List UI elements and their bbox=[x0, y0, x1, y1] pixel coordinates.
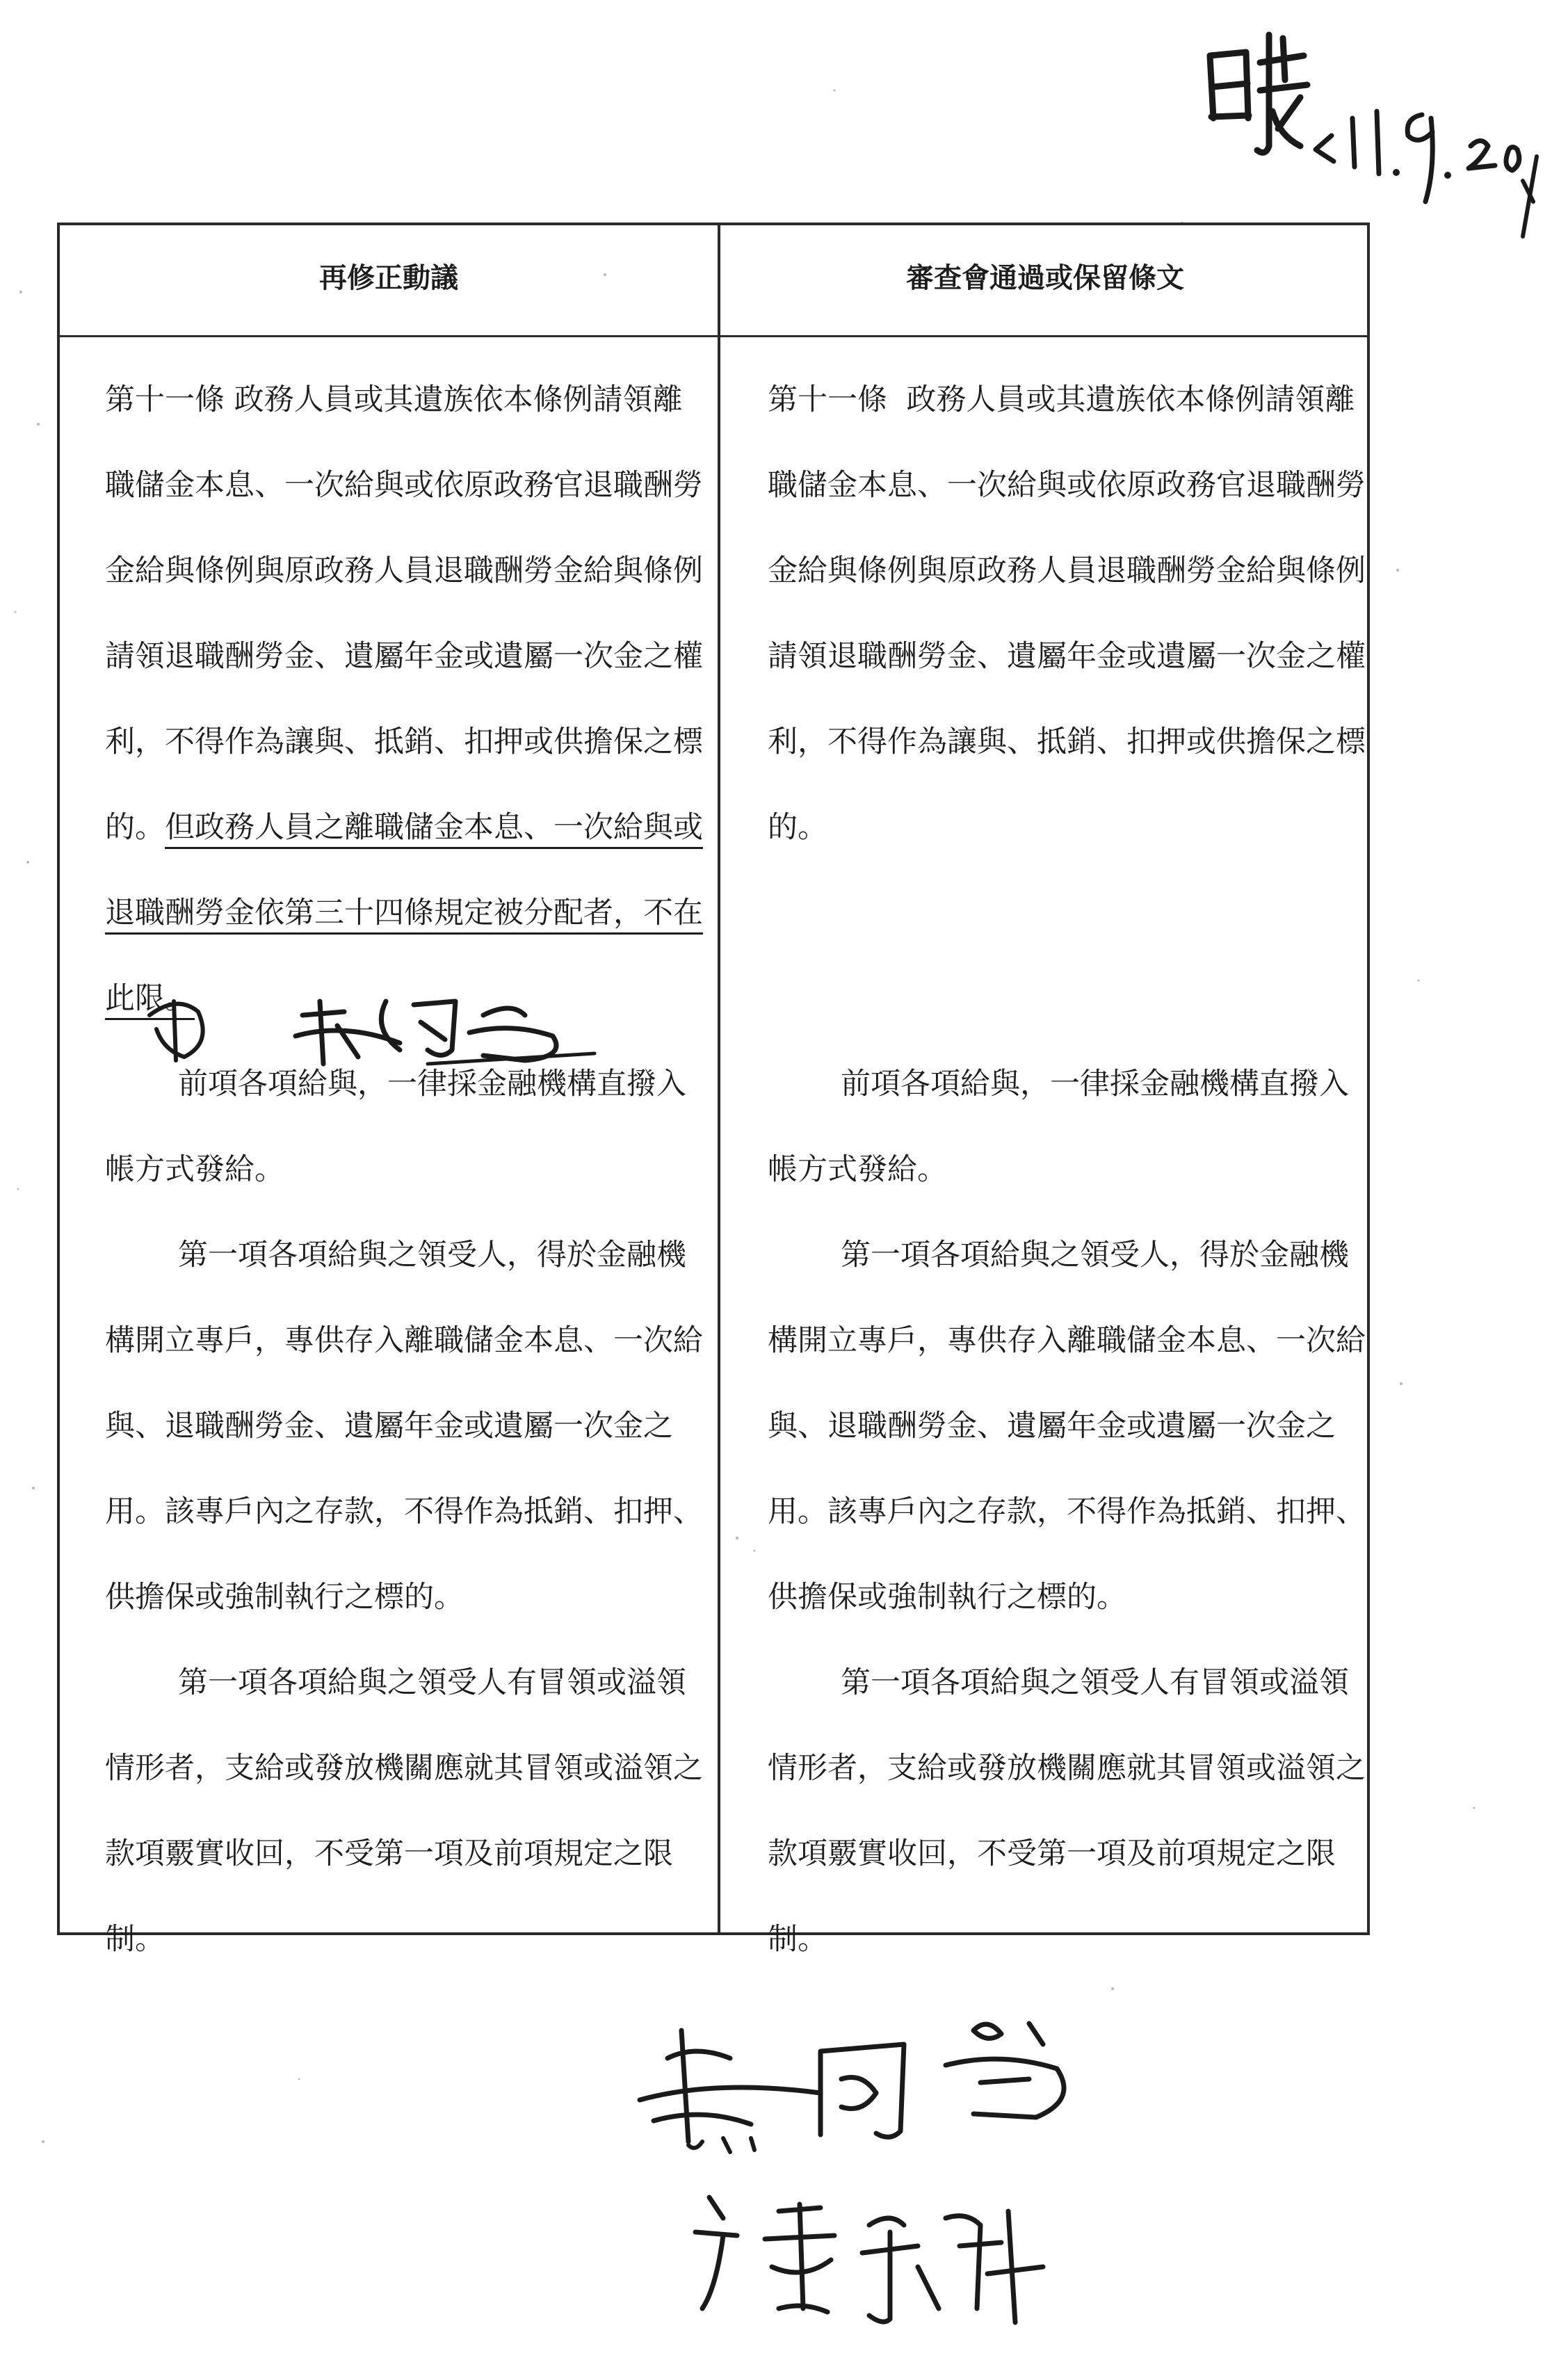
left-para-4: 第一項各項給與之領受人有冒領或溢領情形者，支給或發放機關應就其冒領或溢領之款項覈實收回，不受第一項及前項規定之限制。 bbox=[105, 1665, 703, 1957]
left-article-proviso: 但政務人員之離職儲金本息、一次給與或退職酬勞金依第三十四條規定被分配者，不在此限。 bbox=[105, 810, 703, 1016]
header-right: 審查會通過或保留條文 bbox=[906, 262, 1184, 294]
bottom-signature-1 bbox=[612, 2003, 1140, 2163]
handwritten-date-stamp bbox=[1196, 14, 1558, 243]
right-article bbox=[768, 357, 1366, 871]
right-para-4: 第一項各項給與之領受人有冒領或溢領情形者，支給或發放機關應就其冒領或溢領之款項覈實收回，不受第一項及前項規定之限制。 bbox=[768, 1665, 1366, 1957]
right-spacer bbox=[768, 871, 1366, 1042]
bottom-signature-2 bbox=[681, 2169, 1071, 2336]
right-para-3: 第一項各項給與之領受人，得於金融機構開立專戶，專供存入離職儲金本息、一次給與、退職酬勞金、遺屬年金或遺屬一次金之用。該專戶內之存款，不得作為抵銷、扣押、供擔保或強制執行之標的。 bbox=[768, 1238, 1366, 1615]
left-article bbox=[105, 357, 710, 1042]
left-para-3: 第一項各項給與之領受人，得於金融機構開立專戶，專供存入離職儲金本息、一次給與、退職酬勞金、遺屬年金或遺屬一次金之用。該專戶內之存款，不得作為抵銷、扣押、供擔保或強制執行之標的。 bbox=[105, 1238, 703, 1615]
column-right bbox=[768, 357, 1366, 1982]
header-left: 再修正動議 bbox=[319, 262, 458, 294]
right-article-label: 第十一條 bbox=[768, 382, 887, 417]
column-divider bbox=[718, 225, 720, 1932]
left-para-2: 前項各項給與，一律採金融機構直撥入帳方式發給。 bbox=[105, 1067, 686, 1187]
left-article-label: 第十一條 bbox=[105, 382, 225, 417]
left-article-body: 政務人員或其遺族依本條例請領離職儲金本息、一次給與或依原政務官退職酬勞金給與條例與原政務人員退職酬勞金給與條例請領退職酬勞金、遺屬年金或遺屬一次金之權利，不得作為讓與、抵銷、扣押或供擔保之標的。 bbox=[105, 382, 703, 845]
column-left bbox=[105, 357, 710, 1982]
comparison-table bbox=[57, 223, 1370, 1957]
header-divider bbox=[60, 335, 1367, 337]
right-article-body: 政務人員或其遺族依本條例請領離職儲金本息、一次給與或依原政務官退職酬勞金給與條例與原政務人員退職酬勞金給與條例請領退職酬勞金、遺屬年金或遺屬一次金之權利，不得作為讓與、抵銷、扣押或供擔保之標的。 bbox=[768, 382, 1366, 845]
right-para-2: 前項各項給與，一律採金融機構直撥入帳方式發給。 bbox=[768, 1067, 1349, 1187]
